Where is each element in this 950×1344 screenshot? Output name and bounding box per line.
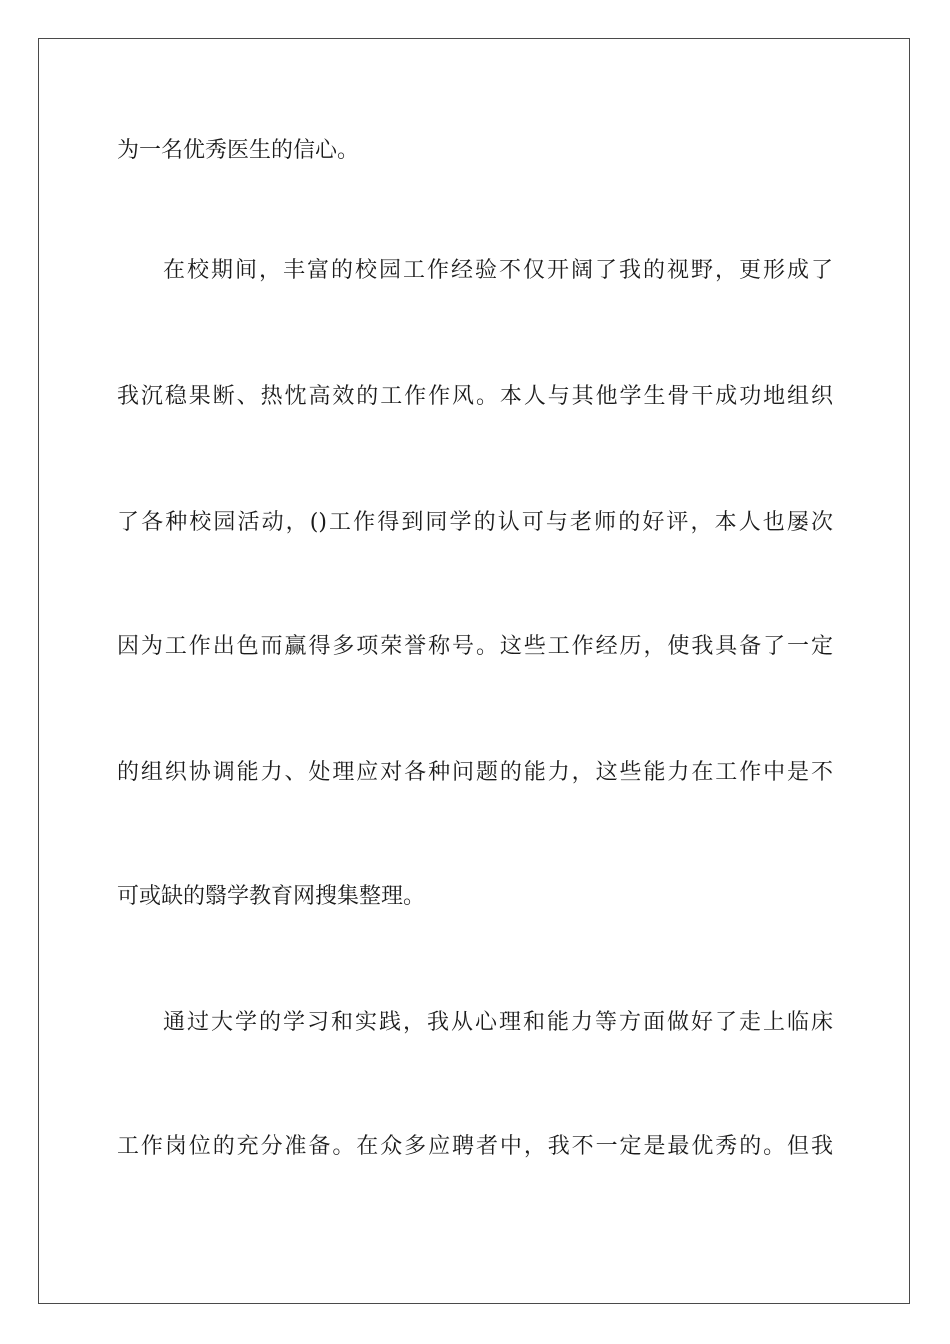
text-line: 工作岗位的充分准备。在众多应聘者中，我不一定是最优秀的。但我: [117, 1134, 833, 1159]
paragraph-first-line: 在校期间，丰富的校园工作经验不仅开阔了我的视野，更形成了: [163, 258, 833, 283]
text-line: 为一名优秀医生的信心。: [117, 138, 360, 163]
text-line: 可或缺的翳学教育网搜集整理。: [117, 884, 426, 909]
text-line: 我沉稳果断、热忱高效的工作作风。本人与其他学生骨干成功地组织: [117, 384, 833, 409]
paragraph-first-line: 通过大学的学习和实践，我从心理和能力等方面做好了走上临床: [163, 1010, 833, 1035]
text-line: 的组织协调能力、处理应对各种问题的能力，这些能力在工作中是不: [117, 760, 833, 785]
text-line: 因为工作出色而赢得多项荣誉称号。这些工作经历，使我具备了一定: [117, 634, 833, 659]
page-border: [38, 38, 910, 1304]
text-line: 了各种校园活动，()工作得到同学的认可与老师的好评，本人也屡次: [117, 510, 833, 535]
